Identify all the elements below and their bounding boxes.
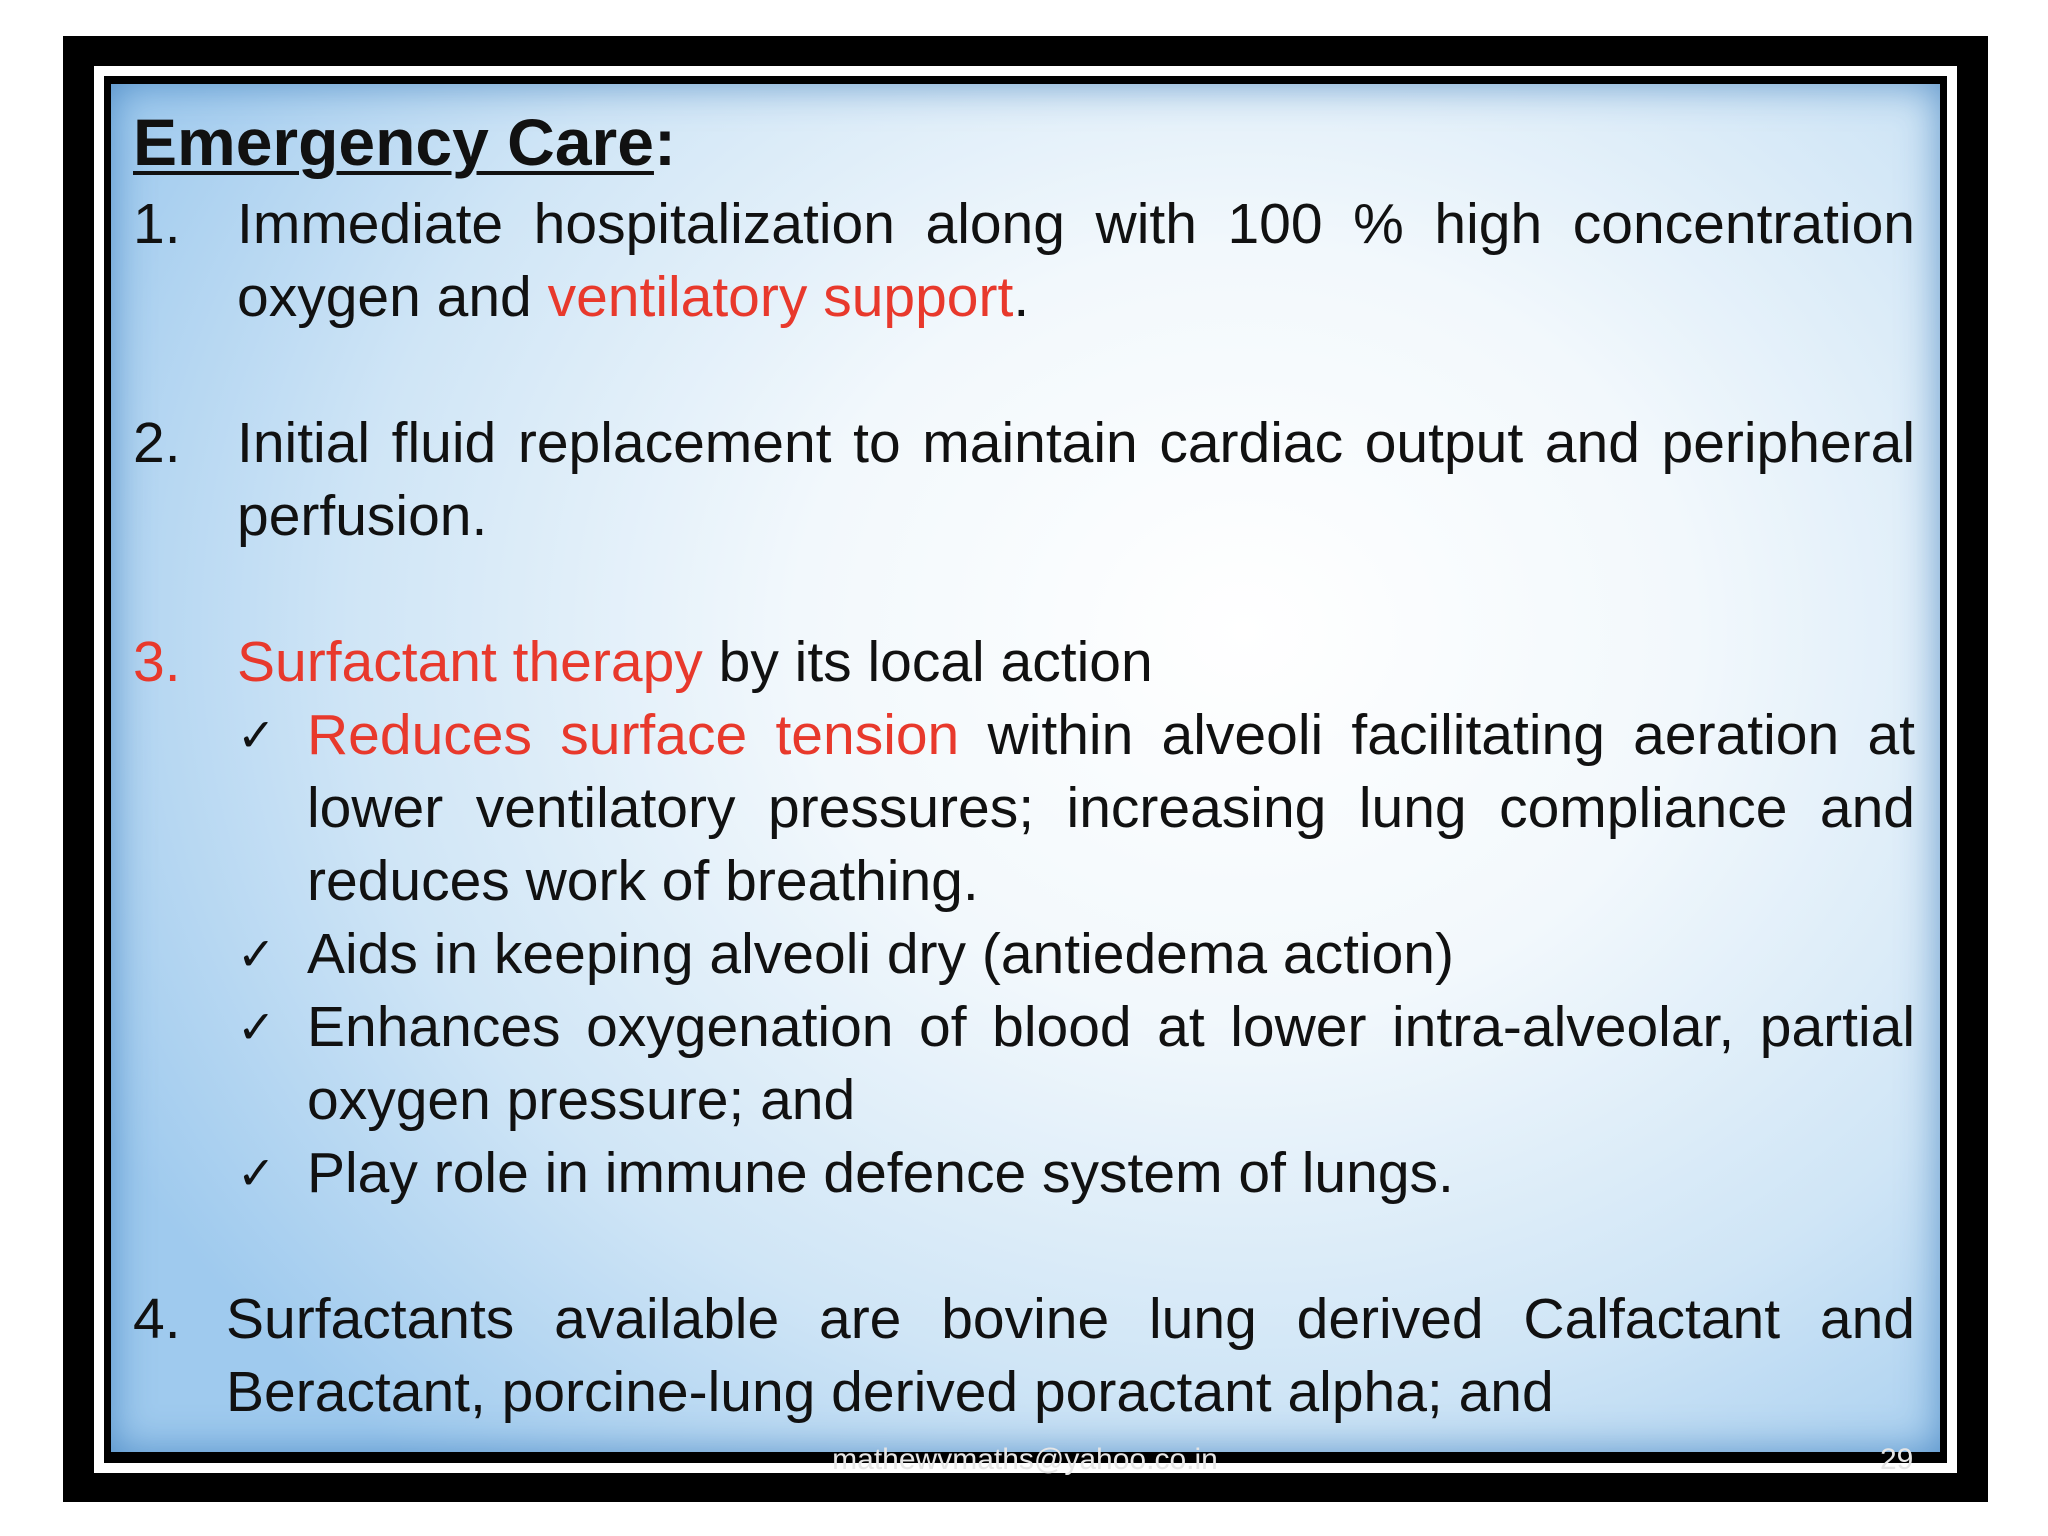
sub-item-text: Play role in immune defence system of lungs. <box>307 1141 1454 1205</box>
item-number: 4. <box>133 1287 181 1351</box>
slide-title-colon: : <box>653 105 676 179</box>
item-text-part: Immediate hospitalization along with 100 % high concentration oxygen and <box>237 192 1915 329</box>
item-number: 1. <box>133 192 181 256</box>
list-item-4 <box>133 1283 1915 1429</box>
sub-item <box>237 918 1915 991</box>
footer-email: mathewvmaths@yahoo.co.in <box>832 1443 1218 1476</box>
checkmark-icon: ✓ <box>237 708 276 762</box>
list-item-1 <box>133 188 1915 334</box>
slide-title-text: Emergency Care <box>133 105 654 179</box>
sub-item-text-part: within alveoli facilitating aeration at lower ventilatory pressures; increasing lung compliance and reduces work of breathing. <box>307 703 1915 913</box>
item-body <box>237 626 1915 1210</box>
page-number: 29 <box>1880 1443 1914 1476</box>
sub-item-text: Aids in keeping alveoli dry (antiedema action) <box>307 922 1454 986</box>
slide-title <box>133 102 1915 182</box>
item-text <box>237 188 1915 334</box>
item-text <box>237 626 1915 699</box>
list-item-2 <box>133 407 1915 553</box>
item-number: 3. <box>133 630 181 694</box>
item-number: 2. <box>133 411 181 475</box>
highlight-text: Surfactant therapy <box>237 630 703 694</box>
checkmark-icon: ✓ <box>237 1146 276 1200</box>
sub-item <box>237 991 1915 1137</box>
slide-content <box>133 102 1915 1429</box>
item-text: Initial fluid replacement to maintain cardiac output and peripheral perfusion. <box>237 411 1915 548</box>
checkmark-icon: ✓ <box>237 927 276 981</box>
sub-item <box>237 699 1915 918</box>
item-text: Surfactants available are bovine lung derived Calfactant and Beractant, porcine-lung derived poractant alpha; and <box>226 1287 1915 1424</box>
list-item-3 <box>133 626 1915 1210</box>
highlight-text: Reduces surface tension <box>307 703 960 767</box>
item-text-part: by its local action <box>702 630 1153 694</box>
sub-item-text <box>307 699 1915 918</box>
checkmark-icon: ✓ <box>237 1000 276 1054</box>
slide-panel <box>111 84 1940 1452</box>
highlight-text: ventilatory support <box>547 265 1014 329</box>
sub-item <box>237 1137 1915 1210</box>
sub-item-text: Enhances oxygenation of blood at lower intra-alveolar, partial oxygen pressure; and <box>307 995 1915 1132</box>
item-text-part: . <box>1013 265 1030 329</box>
